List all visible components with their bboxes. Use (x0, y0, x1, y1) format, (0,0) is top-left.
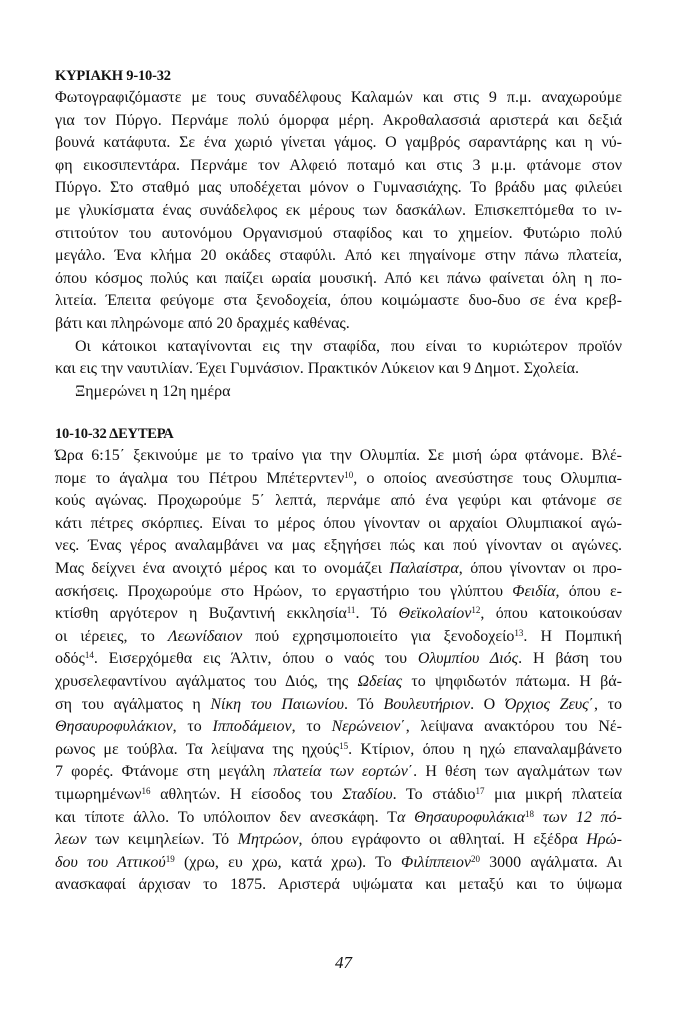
footnote-ref: 17 (475, 785, 485, 796)
footnote-ref: 14 (84, 650, 94, 661)
text-line: βουνά κατάφυτα. Σε ένα χωριό γίνεται γάμος. Ο γαμβρός σαραντάρης και η νύ- (55, 134, 622, 152)
text-line: ρωνος με τούβλα. Τα λείψανα της ηχούς$^{15}$. Κτίριον, όπου η ηχώ επαναλαμβάνετο (55, 740, 623, 758)
text-line: δου του Αττικού$^{19}$ (χρω, ευ χρω, κατά χρω). Το Φιλίππειον$^{20}$ 3000 αγάλματα. Αι (55, 853, 622, 871)
text-line: και τίποτε άλλο. Το υπόλοιπον δεν ανεσκάφη. Τα Θησαυροφυλάκια$^{18}$ των 12 πό- (55, 808, 623, 826)
text-line: φη εικοσιπεντάρα. Περνάμε τον Αλφειό ποταμό και στις 3 μ.μ. φτάνομε στον (55, 156, 622, 174)
text-line: ασκήσεις. Προχωρούμε στο Ηρώον, το εργαστήριο του γλύπτου Φειδία, όπου ε- (55, 582, 623, 600)
text-line: λιτεία. Έπειτα φεύγομε στα ξενοδοχεία, όπου κοιμώμαστε δυο-δυο σε ένα κρεβ- (55, 292, 622, 310)
text-line: με γλυκίσματα ένας συνάδελφος εκ μέρους των δασκάλων. Επισκεπτόμεθα το ιν- (55, 201, 622, 219)
text-line: Ώρα 6:15΄ ξεκινούμε με το τραίνο για την Ολυμπία. Σε μισή ώρα φτάνομε. Βλέ- (55, 447, 622, 464)
paragraph (55, 336, 622, 381)
footnote-ref: 10 (344, 469, 354, 480)
text-line: ση του αγάλματος η Νίκη του Παιωνίου. Τό Βουλευτήριον. Ο Όρχιος Ζευς΄, το (55, 695, 623, 713)
footnote-ref: 19 (165, 853, 175, 864)
footnote-ref: 11 (346, 605, 356, 616)
text-line: Θησαυροφυλάκιον, το Ιπποδάμειον, το Νερώνειον΄, λείψανα ανακτόρου του Νέ- (55, 718, 622, 736)
entry-monday (55, 424, 622, 897)
text-line: τιμωρημένων$^{16}$ αθλητών. Η είσοδος του Σταδίου. Το στάδιο$^{17}$ μια μικρή πλατεία (55, 785, 623, 803)
paragraph (55, 87, 622, 336)
footnote-ref: 15 (339, 740, 349, 751)
text-line: 7 φορές. Φτάνομε στη μεγάλη πλατεία των εορτών΄. Η θέση των αγαλμάτων των (55, 763, 622, 781)
text-line: Πύργο. Στο σταθμό μας υποδέχεται μόνον ο Γυμνασιάχης. Το βράδυ μας φιλεύει (55, 179, 622, 197)
entry-heading: ΚΥΡΙΑΚΗ 9-10-32 (55, 68, 171, 84)
entry-sunday (55, 66, 622, 403)
entry-heading: 10-10-32 ΔΕΥΤΕΡΑ (55, 426, 174, 442)
text-line: κτίσθη αργότερον η Βυζαντινή εκκλησία$^{11}$. Τό Θεϊκολαίον$^{12}$, όπου κατοικούσαν (55, 605, 623, 623)
text-line: Ξημερώνει η 12η ημέρα (75, 382, 231, 400)
text-line: πομε το άγαλμα του Πέτρου Μπέτερντεν$^{10}$, ο οποίος ανεσύστησε τους Ολυμπια- (55, 469, 623, 487)
text-line: ανασκαφαί άρχισαν το 1875. Αριστερά υψώματα και μεταξύ και το ύψωμα (55, 876, 622, 894)
footnote-ref: 13 (514, 627, 524, 638)
text-line: χρυσελεφαντίνου αγάλματος του Διός, της Ωδείας το ψηφιδωτόν πάτωμα. Η βά- (55, 672, 623, 690)
text-line: κούς αγώνας. Προχωρούμε 5΄ λεπτά, περνάμε από ένα γεφύρι και φτάνομε σε (55, 492, 622, 510)
footnote-ref: 20 (470, 853, 480, 864)
footnote-ref: 18 (525, 808, 535, 819)
text-line: κάτι πέτρες σκόρπιες. Είναι το μέρος όπου γίνονταν οι αρχαίοι Ολυμπιακοί αγώ- (55, 514, 622, 532)
footnote-ref: 16 (141, 785, 151, 796)
text-line: νες. Ένας γέρος αναλαμβάνει να μας εξηγήσει πώς και πού γίνονταν οι αγώνες. (55, 537, 622, 555)
footnote-ref: 12 (471, 605, 481, 616)
text-line: για τον Πύργο. Περνάμε πολύ όμορφα μέρη. Ακροθαλασσιά αριστερά και δεξιά (55, 111, 622, 129)
text-line: Μας δείχνει ένα ανοιχτό μέρος και το ονομάζει Παλαίστρα, όπου γίνονταν οι προ- (55, 559, 622, 577)
text-line: βάτι και πληρώνομε από 20 δραχμές καθένας. (55, 314, 350, 332)
text-line: και εις την ναυτιλίαν. Έχει Γυμνάσιον. Πρακτικόν Λύκειον και 9 Δημοτ. Σχολεία. (55, 360, 579, 378)
text-line: οδός$^{14}$. Εισερχόμεθα εις Άλτιν, όπου ο ναός του Ολυμπίου Διός. Η βάση του (55, 650, 623, 668)
paragraph (55, 445, 622, 897)
text-line: οι ιέρειες, το Λεωνίδαιον πού εχρησιμοποιείτο για ξενοδοχείο$^{13}$. Η Πομπική (55, 627, 622, 645)
text-line: στιτούτον του αυτονόμου Οργανισμού σταφίδος και το χημείον. Φυτώριο πολύ (55, 224, 622, 242)
text-line: Φωτογραφιζόμαστε με τους συναδέλφους Καλαμών και στις 9 π.μ. αναχωρούμε (55, 89, 622, 106)
page-number: 47 (335, 953, 352, 972)
text-line: λεων των κειμηλείων. Τό Μητρώον, όπου εγράφοντο οι αθληταί. Η εξέδρα Ηρώ- (55, 831, 622, 849)
text-line: όπου κόσμος πολύς και παίζει ωραία μουσική. Από κει πάνω φαίνεται όλη η πο- (55, 269, 622, 287)
text-line: μεγάλο. Ένα κλήμα 20 οκάδες σταφύλι. Από κει πηγαίνομε στην πάνω πλατεία, (55, 247, 622, 265)
text-line: Οι κάτοικοι καταγίνονται εις την σταφίδα, που είναι το κυριώτερον προϊόν (75, 337, 622, 355)
